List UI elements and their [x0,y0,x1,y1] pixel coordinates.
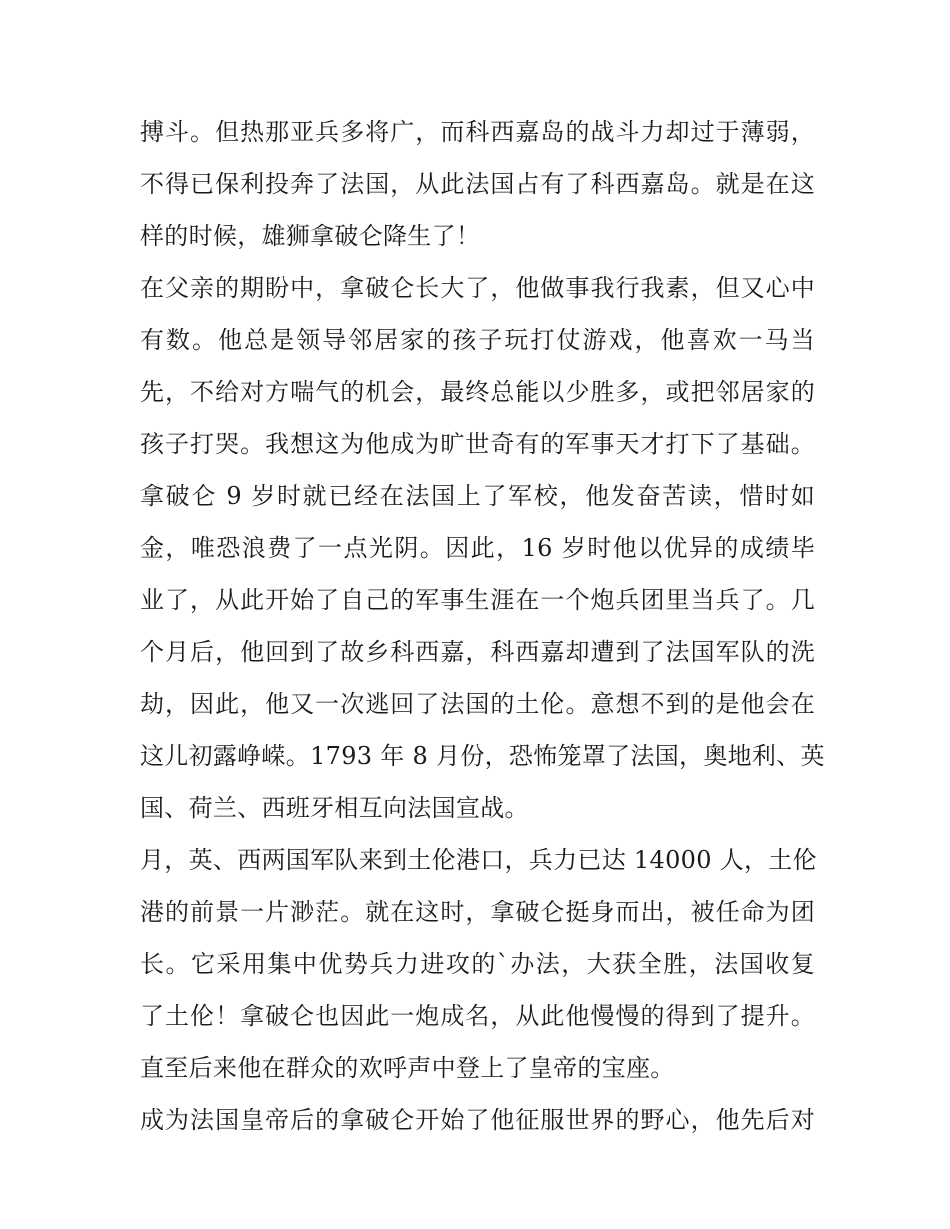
text-line: 在父亲的期盼中，拿破仑长大了，他做事我行我素，但又心中 [140,274,815,302]
body-text [140,106,825,1146]
text-line: 港的前景一片渺茫。就在这时，拿破仑挺身而出，被任命为团 [140,898,815,926]
text-line: 先，不给对方喘气的机会，最终总能以少胜多，或把邻居家的 [140,378,815,406]
text-line: 国、荷兰、西班牙相互向法国宣战。 [140,794,529,822]
text-line: 这儿初露峥嵘。1793 年 8 月份，恐怖笼罩了法国，奥地利、英 [140,742,825,770]
text-line: 成为法国皇帝后的拿破仑开始了他征服世界的野心，他先后对 [140,1106,815,1134]
text-line: 搏斗。但热那亚兵多将广，而科西嘉岛的战斗力却过于薄弱， [140,118,815,146]
text-line: 不得已保利投奔了法国，从此法国占有了科西嘉岛。就是在这 [140,170,815,198]
text-line: 直至后来他在群众的欢呼声中登上了皇帝的宝座。 [140,1054,675,1082]
text-line: 个月后，他回到了故乡科西嘉，科西嘉却遭到了法国军队的洗 [140,638,815,666]
text-line: 长。它采用集中优势兵力进攻的`办法，大获全胜，法国收复 [140,950,815,978]
text-line: 孩子打哭。我想这为他成为旷世奇有的军事天才打下了基础。 [140,430,815,458]
text-line: 金，唯恐浪费了一点光阴。因此，16 岁时他以优异的成绩毕 [140,534,815,562]
text-line: 劫，因此，他又一次逃回了法国的土伦。意想不到的是他会在 [140,690,815,718]
text-line: 了土伦！拿破仑也因此一炮成名，从此他慢慢的得到了提升。 [140,1002,815,1030]
text-line: 有数。他总是领导邻居家的孩子玩打仗游戏，他喜欢一马当 [140,326,815,354]
text-line: 月，英、西两国军队来到土伦港口，兵力已达 14000 人，土伦 [140,846,817,874]
text-line: 拿破仑 9 岁时就已经在法国上了军校，他发奋苦读，惜时如 [140,482,815,510]
text-line: 业了，从此开始了自己的军事生涯在一个炮兵团里当兵了。几 [140,586,815,614]
text-line: 样的时候，雄狮拿破仑降生了！ [140,222,481,250]
